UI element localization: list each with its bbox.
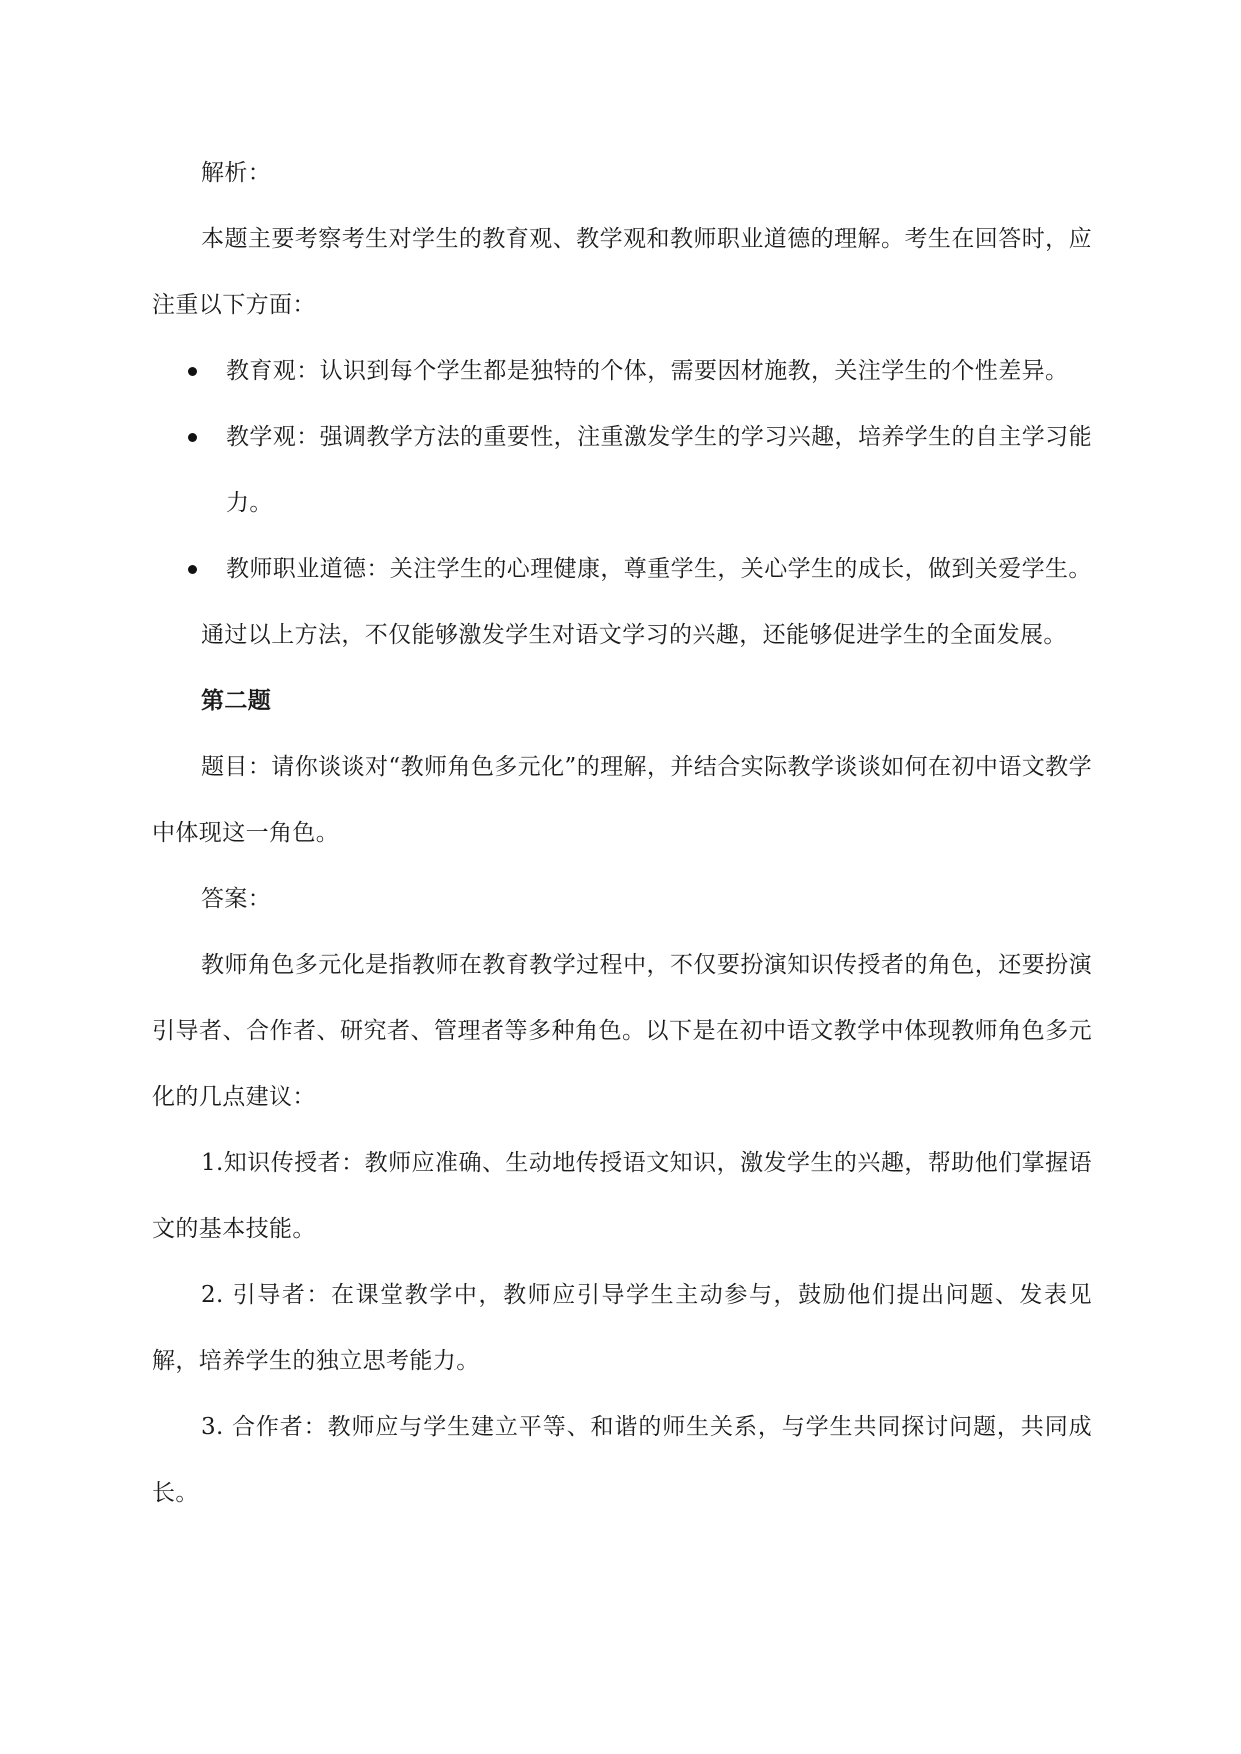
bullet-item xyxy=(152,404,1092,536)
bullet-dot-icon xyxy=(188,565,197,574)
bullet-dot-icon xyxy=(188,433,197,442)
answer-intro: 教师角色多元化是指教师在教育教学过程中，不仅要扮演知识传授者的角色，还要扮演引导者、合作者、研究者、管理者等多种角色。以下是在初中语文教学中体现教师角色多元化的几点建议： xyxy=(152,952,1092,1110)
analysis-intro: 本题主要考察考生对学生的教育观、教学观和教师职业道德的理解。考生在回答时，应注重以下方面： xyxy=(152,226,1092,318)
answer-label: 答案： xyxy=(201,886,272,912)
document-page xyxy=(152,140,1092,1526)
answer-point: 3. 合作者：教师应与学生建立平等、和谐的师生关系，与学生共同探讨问题，共同成长。 xyxy=(152,1414,1092,1506)
bullet-text: 教学观：强调教学方法的重要性，注重激发学生的学习兴趣，培养学生的自主学习能力。 xyxy=(226,424,1092,516)
analysis-conclusion: 通过以上方法，不仅能够激发学生对语文学习的兴趣，还能够促进学生的全面发展。 xyxy=(201,622,1067,648)
answer-point: 1.知识传授者：教师应准确、生动地传授语文知识，激发学生的兴趣，帮助他们掌握语文的基本技能。 xyxy=(152,1150,1092,1242)
section-heading: 第二题 xyxy=(201,688,272,714)
answer-point: 2. 引导者：在课堂教学中，教师应引导学生主动参与，鼓励他们提出问题、发表见解，培养学生的独立思考能力。 xyxy=(152,1282,1092,1374)
bullet-dot-icon xyxy=(188,367,197,376)
question-text: 题目：请你谈谈对“教师角色多元化”的理解，并结合实际教学谈谈如何在初中语文教学中体现这一角色。 xyxy=(152,754,1092,846)
bullet-text: 教育观：认识到每个学生都是独特的个体，需要因材施教，关注学生的个性差异。 xyxy=(226,358,1069,384)
bullet-text: 教师职业道德：关注学生的心理健康，尊重学生，关心学生的成长，做到关爱学生。 xyxy=(226,556,1092,582)
bullet-item xyxy=(152,338,1092,404)
analysis-label: 解析： xyxy=(201,160,272,186)
bullet-item xyxy=(152,536,1092,602)
analysis-bullet-list xyxy=(152,338,1092,602)
